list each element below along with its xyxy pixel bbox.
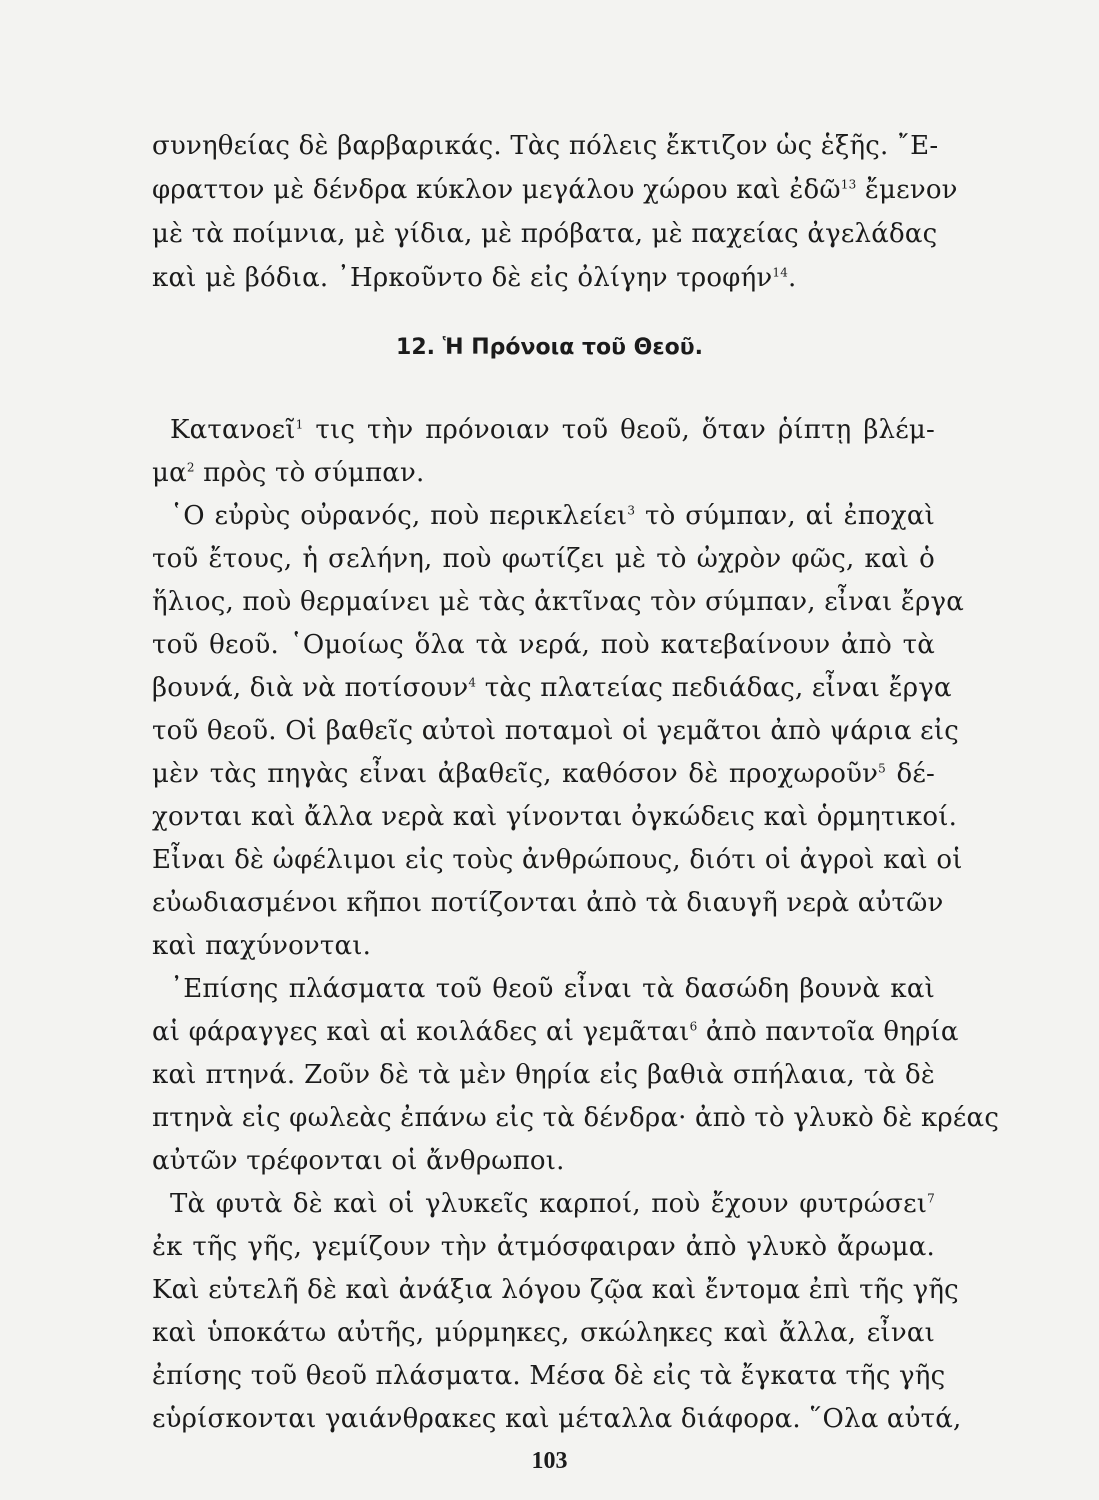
footnote-ref: 13 bbox=[840, 177, 857, 192]
text-line: τοῦ θεοῦ. Οἱ βαθεῖς αὐτοὶ ποταμοὶ οἱ γεμᾶτοι ἀπὸ ψάρια εἰς bbox=[152, 716, 959, 746]
footnote-ref: 2 bbox=[186, 460, 195, 475]
text-line: ᾿Επίσης πλάσματα τοῦ θεοῦ εἶναι τὰ δασώδη βουνὰ καὶ bbox=[170, 974, 935, 1004]
text-line: αὐτῶν τρέφονται οἱ ἄνθρωποι. bbox=[152, 1146, 565, 1176]
text-line: αἱ φάραγγες καὶ αἱ κοιλάδες αἱ γεμᾶται$^6$ ἀπὸ παντοῖα θηρία bbox=[152, 1017, 959, 1047]
text-line: βουνά, διὰ νὰ ποτίσουν$^4$ τὰς πλατείας πεδιάδας, εἶναι ἔργα bbox=[152, 673, 952, 703]
text-line: Κατανοεῖ$^1$ τις τὴν πρόνοιαν τοῦ θεοῦ, ὅταν ῥίπτῃ βλέμ- bbox=[170, 415, 935, 445]
text-line: εὐωδιασμένοι κῆποι ποτίζονται ἀπὸ τὰ διαυγῆ νερὰ αὐτῶν bbox=[152, 888, 944, 918]
text-line: φραττον μὲ δένδρα κύκλον μεγάλου χώρου καὶ ἐδῶ$^{13}$ ἔμενον bbox=[152, 175, 958, 205]
text-line: καὶ παχύνονται. bbox=[152, 931, 372, 961]
text-line: πτηνὰ εἰς φωλεὰς ἐπάνω εἰς τὰ δένδρα· ἀπὸ τὸ γλυκὸ δὲ κρέας bbox=[152, 1103, 1000, 1133]
text-line: μὲν τὰς πηγὰς εἶναι ἀβαθεῖς, καθόσον δὲ προχωροῦν$^5$ δέ- bbox=[152, 759, 935, 789]
text-line: καὶ πτηνά. Ζοῦν δὲ τὰ μὲν θηρία εἰς βαθιὰ σπήλαια, τὰ δὲ bbox=[152, 1060, 935, 1090]
text-line: τοῦ θεοῦ. ῾Ομοίως ὅλα τὰ νερά, ποὺ κατεβαίνουν ἀπὸ τὰ bbox=[152, 630, 935, 660]
footnote-ref: 7 bbox=[927, 1191, 935, 1206]
text-line: ἐπίσης τοῦ θεοῦ πλάσματα. Μέσα δὲ εἰς τὰ ἔγκατα τῆς γῆς bbox=[152, 1361, 946, 1391]
text-line: τοῦ ἔτους, ἡ σελήνη, ποὺ φωτίζει μὲ τὸ ὠχρὸν φῶς, καὶ ὁ bbox=[152, 544, 935, 574]
text-line: μὲ τὰ ποίμνια, μὲ γίδια, μὲ πρόβατα, μὲ παχείας ἀγελάδας bbox=[152, 219, 938, 249]
footnote-ref: 6 bbox=[689, 1019, 698, 1034]
footnote-ref: 3 bbox=[627, 503, 636, 518]
text-line: εὑρίσκονται γαιάνθρακες καὶ μέταλλα διάφορα. ῞Ολα αὐτά, bbox=[152, 1404, 962, 1434]
page-number: 103 bbox=[531, 1448, 568, 1474]
text-line: Τὰ φυτὰ δὲ καὶ οἱ γλυκεῖς καρποί, ποὺ ἔχουν φυτρώσει$^7$ bbox=[170, 1189, 935, 1219]
text-line: καὶ μὲ βόδια. ᾿Ηρκοῦντο δὲ εἰς ὀλίγην τροφήν$^{14}$. bbox=[152, 263, 797, 293]
text-line: ἥλιος, ποὺ θερμαίνει μὲ τὰς ἀκτῖνας τὸν σύμπαν, εἶναι ἔργα bbox=[152, 587, 965, 617]
text-line: συνηθείας δὲ βαρβαρικάς. Τὰς πόλεις ἔκτιζον ὡς ἑξῆς. ῎Ε- bbox=[152, 131, 939, 161]
text-line: ῾Ο εὐρὺς οὐρανός, ποὺ περικλείει$^3$ τὸ σύμπαν, αἱ ἐποχαὶ bbox=[170, 501, 935, 531]
footnote-ref: 5 bbox=[878, 761, 887, 776]
text-line: χονται καὶ ἄλλα νερὰ καὶ γίνονται ὀγκώδεις καὶ ὁρμητικοί. bbox=[152, 802, 958, 832]
footnote-ref: 1 bbox=[295, 417, 304, 432]
text-line: Καὶ εὐτελῆ δὲ καὶ ἀνάξια λόγου ζῷα καὶ ἔντομα ἐπὶ τῆς γῆς bbox=[152, 1275, 959, 1305]
footnote-ref: 14 bbox=[772, 265, 789, 280]
footnote-ref: 4 bbox=[468, 675, 477, 690]
text-line: $\mu\alpha^2$ πρὸς τὸ σύμπαν. bbox=[152, 458, 425, 488]
section-heading: 12. Ἡ Πρόνοια τοῦ Θεοῦ. bbox=[396, 335, 703, 360]
text-line: καὶ ὑποκάτω αὐτῆς, μύρμηκες, σκώληκες καὶ ἄλλα, εἶναι bbox=[152, 1318, 935, 1348]
text-line: ἐκ τῆς γῆς, γεμίζουν τὴν ἀτμόσφαιραν ἀπὸ γλυκὸ ἄρωμα. bbox=[152, 1232, 935, 1262]
text-line: Εἶναι δὲ ὠφέλιμοι εἰς τοὺς ἀνθρώπους, διότι οἱ ἀγροὶ καὶ οἱ bbox=[152, 845, 963, 875]
